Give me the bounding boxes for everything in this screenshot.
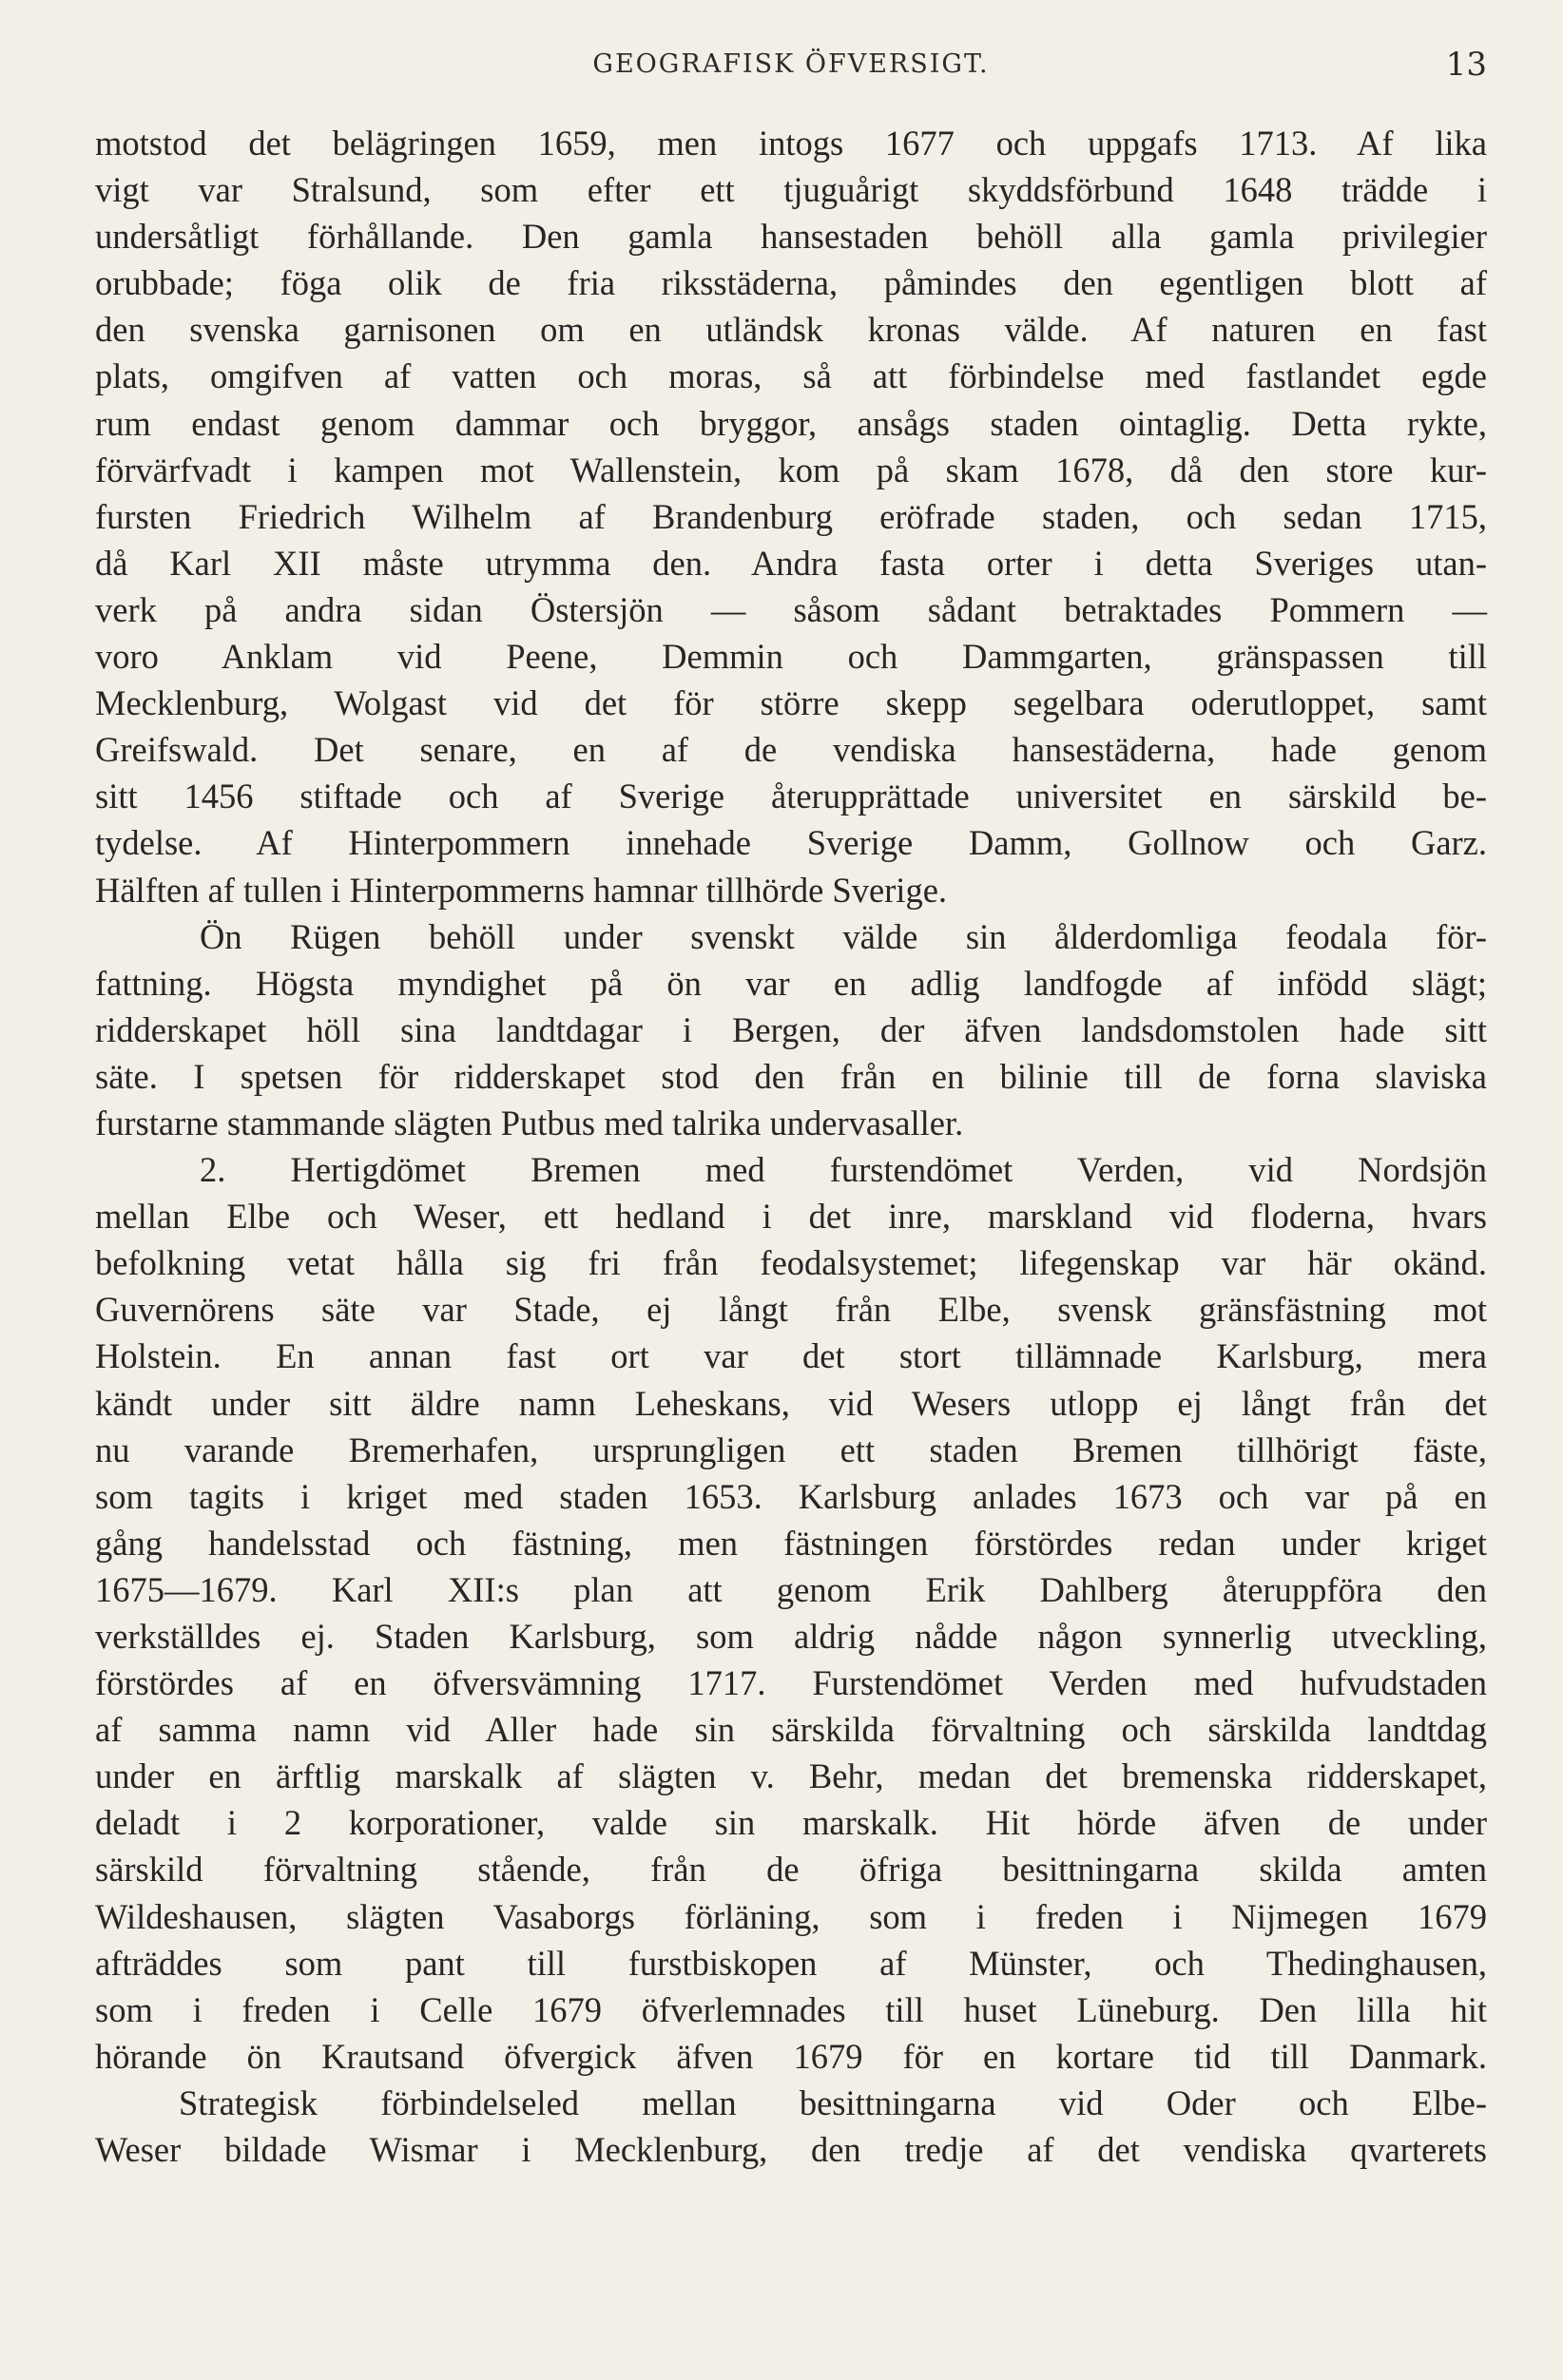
text-line: Wildeshausen, slägten Vasaborgs förläning, som i freden i Nijmegen 1679 [95,1896,1487,1936]
text-line: afträddes som pant till furstbiskopen af Münster, och Thedinghausen, [95,1943,1487,1983]
text-line: af samma namn vid Aller hade sin särskilda förvaltning och särskilda landtdag [95,1710,1487,1750]
text-line: orubbade; föga olik de fria riksstäderna, påmindes den egentligen blott af [95,263,1487,303]
text-line: befolkning vetat hålla sig fri från feodalsystemet; lifegenskap var här okänd. [95,1243,1487,1283]
text-line: Strategisk förbindelseled mellan besittningarna vid Oder och Elbe- [179,2082,1487,2122]
text-line: gång handelsstad och fästning, men fästningen förstördes redan under kriget [95,1523,1487,1563]
text-line: Greifswald. Det senare, en af de vendiska hansestäderna, hade genom [95,730,1487,770]
text-line: motstod det belägringen 1659, men intogs 1677 och uppgafs 1713. Af lika [95,124,1487,163]
running-title: GEOGRAFISK ÖFVERSIGT. [592,49,990,79]
text-line: Ön Rügen behöll under svenskt välde sin ålderdomliga feodala för- [200,916,1487,956]
text-line: mellan Elbe och Weser, ett hedland i det inre, marskland vid floderna, hvars [95,1197,1487,1237]
text-line: furstarne stammande slägten Putbus med talrika undervasaller. [95,1103,964,1142]
text-line: vigt var Stralsund, som efter ett tjuguårigt skyddsförbund 1648 trädde i [95,170,1487,210]
text-line: verkställdes ej. Staden Karlsburg, som aldrig nådde någon synnerlig utveckling, [95,1617,1487,1656]
text-line: särskild förvaltning stående, från de öfriga besittningarna skilda amten [95,1850,1487,1890]
text-line: fursten Friedrich Wilhelm af Brandenburg eröfrade staden, och sedan 1715, [95,496,1487,536]
text-line: som tagits i kriget med staden 1653. Karlsburg anlades 1673 och var på en [95,1476,1487,1516]
text-line: den svenska garnisonen om en utländsk kronas välde. Af naturen en fast [95,310,1487,350]
text-line: 1675—1679. Karl XII:s plan att genom Erik Dahlberg återuppföra den [95,1569,1487,1609]
text-line: Mecklenburg, Wolgast vid det för större skepp segelbara oderutloppet, samt [95,683,1487,723]
text-line: under en ärftlig marskalk af slägten v. Behr, medan det bremenska ridderskapet, [95,1756,1487,1796]
text-line: Holstein. En annan fast ort var det stort tillämnade Karlsburg, mera [95,1336,1487,1376]
text-line: tydelse. Af Hinterpommern innehade Sverige Damm, Gollnow och Garz. [95,823,1487,863]
text-line: verk på andra sidan Östersjön — såsom sådant betraktades Pommern — [95,589,1487,629]
text-line: hörande ön Krautsand öfvergick äfven 1679 för en kortare tid till Danmark. [95,2036,1487,2076]
page-number: 13 [1445,46,1487,84]
text-line: säte. I spetsen för ridderskapet stod den från en bilinie till de forna slaviska [95,1056,1487,1096]
text-line: Guvernörens säte var Stade, ej långt från Elbe, svensk gränsfästning mot [95,1290,1487,1330]
text-line: då Karl XII måste utrymma den. Andra fasta orter i detta Sveriges utan- [95,543,1487,583]
text-line: ridderskapet höll sina landtdagar i Bergen, der äfven landsdomstolen hade sitt [95,1009,1487,1049]
text-line: sitt 1456 stiftade och af Sverige återupprättade universitet en särskild be- [95,777,1487,816]
text-line: som i freden i Celle 1679 öfverlemnades till huset Lüneburg. Den lilla hit [95,1989,1487,2029]
text-line: 2. Hertigdömet Bremen med furstendömet Verden, vid Nordsjön [200,1150,1487,1190]
text-line: förvärfvadt i kampen mot Wallenstein, kom på skam 1678, då den store kur- [95,450,1487,489]
text-line: voro Anklam vid Peene, Demmin och Dammgarten, gränspassen till [95,637,1487,677]
text-line: Weser bildade Wismar i Mecklenburg, den tredje af det vendiska qvarterets [95,2130,1487,2170]
text-line: Hälften af tullen i Hinterpommerns hamnar tillhörde Sverige. [95,870,948,910]
body-text [95,120,1487,2173]
text-line: undersåtligt förhållande. Den gamla hansestaden behöll alla gamla privilegier [95,217,1487,257]
text-line: deladt i 2 korporationer, valde sin marskalk. Hit hörde äfven de under [95,1803,1487,1843]
text-line: plats, omgifven af vatten och moras, så att förbindelse med fastlandet egde [95,356,1487,396]
text-line: nu varande Bremerhafen, ursprungligen ett staden Bremen tillhörigt fäste, [95,1430,1487,1469]
running-header [95,42,1487,89]
text-line: förstördes af en öfversvämning 1717. Furstendömet Verden med hufvudstaden [95,1663,1487,1703]
text-line: kändt under sitt äldre namn Leheskans, vid Wesers utlopp ej långt från det [95,1383,1487,1423]
text-line: fattning. Högsta myndighet på ön var en adlig landfogde af infödd slägt; [95,963,1487,1003]
text-line: rum endast genom dammar och bryggor, ansågs staden ointaglig. Detta rykte, [95,403,1487,443]
